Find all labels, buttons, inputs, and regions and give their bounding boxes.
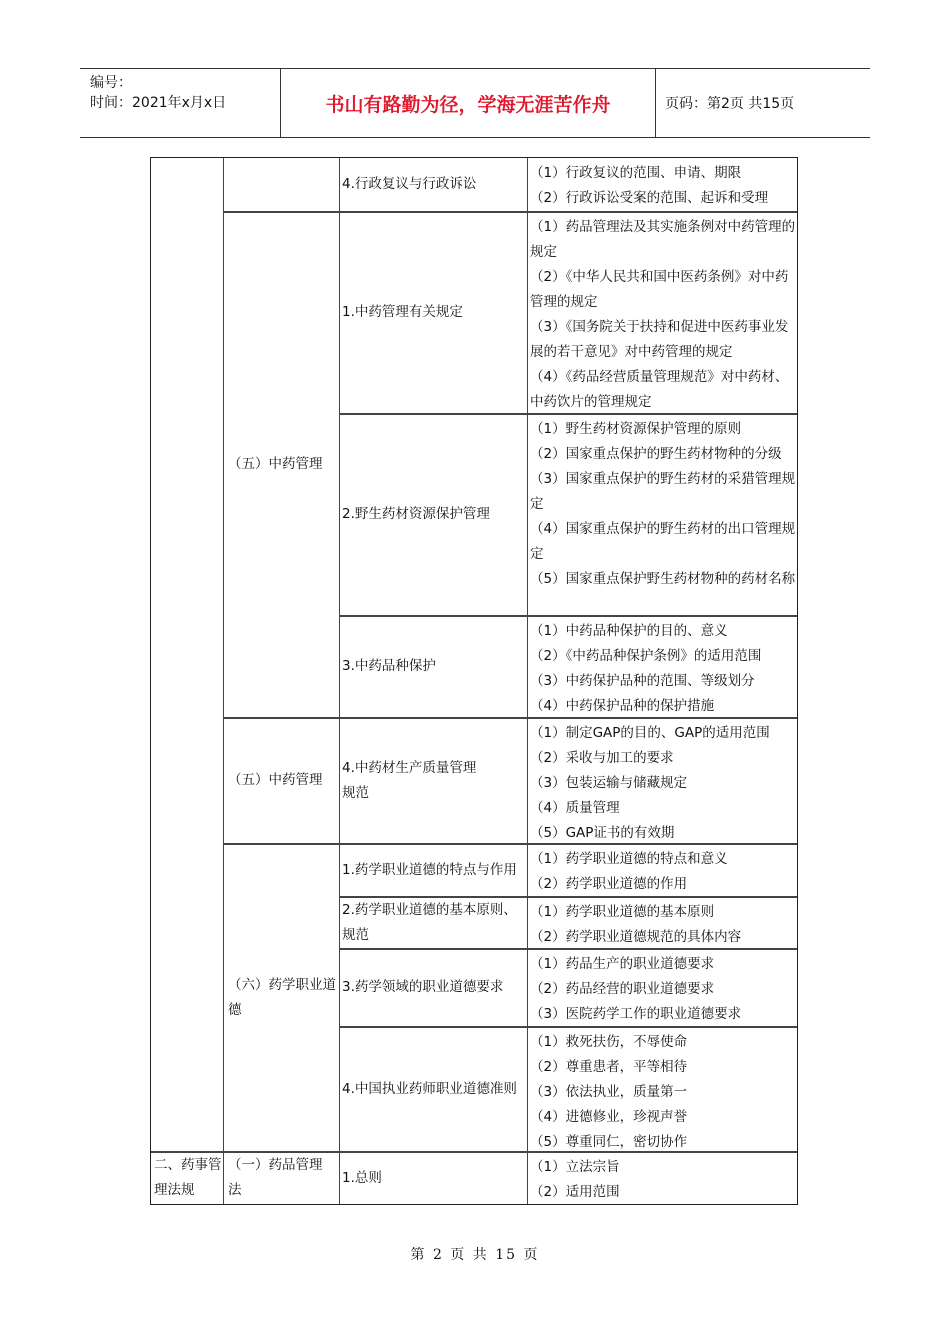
point-item: （2）采收与加工的要求 (530, 750, 674, 766)
table-row (340, 414, 490, 615)
point-item: （3）国家重点保护的野生药材的采猎管理规定 (530, 471, 796, 512)
point-item: （2）药学职业道德规范的具体内容 (530, 929, 742, 945)
point-item: （2）适用范围 (530, 1184, 620, 1200)
point-item: （1）药学职业道德的特点和意义 (530, 851, 728, 867)
document-number-label: 编号： (90, 75, 132, 91)
point-list (528, 158, 797, 211)
subsection-cell (224, 718, 339, 843)
item-label: 1.药学职业道德的特点与作用 (342, 861, 517, 878)
point-item: （1）立法宗旨 (530, 1159, 620, 1175)
point-item: （1）制定GAP的目的、GAP的适用范围 (530, 725, 770, 741)
point-item: （1）药品生产的职业道德要求 (530, 956, 715, 972)
point-item: （4）中药保护品种的保护措施 (530, 698, 715, 714)
point-item: （4）《药品经营质量管理规范》对中药材、中药饮片的管理规定 (530, 369, 789, 410)
point-item: （4）进德修业，珍视声誉 (530, 1109, 688, 1125)
subsection-cell (224, 212, 339, 717)
point-item: （5）GAP证书的有效期 (530, 825, 675, 841)
item-label: 4.中国执业药师职业道德准则 (342, 1080, 517, 1097)
point-item: （1）救死扶伤，不辱使命 (530, 1034, 688, 1050)
point-item: （1）药品管理法及其实施条例对中药管理的规定 (530, 219, 796, 260)
point-item: （1）行政复议的范围、申请、期限 (530, 165, 742, 181)
point-item: （2）药品经营的职业道德要求 (530, 981, 715, 997)
subsection-label: （六）药学职业道德 (228, 976, 336, 1018)
point-item: （2）尊重患者，平等相待 (530, 1059, 688, 1075)
point-item: （3）依法执业，质量第一 (530, 1084, 688, 1100)
point-item: （3）医院药学工作的职业道德要求 (530, 1006, 742, 1022)
table-row (340, 212, 527, 413)
point-item: （1）野生药材资源保护管理的原则 (530, 421, 742, 437)
item-label: 3.药学领域的职业道德要求 (342, 979, 504, 995)
point-list (528, 1152, 797, 1204)
outline-table (150, 157, 798, 1205)
subsection-cell (224, 844, 336, 1151)
subsection-label: （一）药品管理法 (228, 1157, 323, 1198)
header-page-number: 页码：第2页 共15页 (665, 96, 795, 112)
item-label: 2.药学职业道德的基本原则、规范 (342, 901, 517, 943)
item-label: 1.中药管理有关规定 (342, 304, 463, 320)
section-cell (152, 1152, 222, 1204)
point-item: （5）国家重点保护野生药材物种的药材名称 (530, 571, 796, 587)
point-list (528, 949, 797, 1026)
header-meta (80, 69, 281, 137)
point-item: （3）中药保护品种的范围、等级划分 (530, 673, 755, 689)
table-row (340, 718, 480, 843)
document-time-label: 时间：2021年x月x日 (90, 95, 227, 111)
page-header (80, 68, 870, 138)
point-item: （5）尊重同仁，密切协作 (530, 1134, 688, 1150)
point-list (528, 212, 797, 413)
table-row (340, 897, 527, 948)
point-item: （2）药学职业道德的作用 (530, 876, 688, 892)
item-label: 1.总则 (342, 1169, 382, 1186)
point-item: （4）质量管理 (530, 800, 620, 816)
table-row (340, 949, 527, 1026)
subsection-cell (224, 1152, 334, 1204)
point-item: （3）包装运输与储藏规定 (530, 775, 688, 791)
point-item: （2）国家重点保护的野生药材物种的分级 (530, 446, 782, 462)
point-item: （1）药学职业道德的基本原则 (530, 904, 715, 920)
point-item: （1）中药品种保护的目的、意义 (530, 623, 728, 639)
point-item: （3）《国务院关于扶持和促进中医药事业发展的若干意见》对中药管理的规定 (530, 319, 789, 360)
item-label: 4.行政复议与行政诉讼 (342, 176, 477, 192)
table-row (340, 1152, 527, 1204)
point-item: （2）行政诉讼受案的范围、起诉和受理 (530, 190, 769, 206)
point-list (528, 414, 797, 615)
header-motto: 书山有路勤为径，学海无涯苦作舟 (281, 69, 656, 137)
subsection-label: （五）中药管理 (228, 772, 323, 788)
item-label: 3.中药品种保护 (342, 658, 436, 674)
item-label: 4.中药材生产质量管理规范 (342, 759, 477, 801)
table-row (340, 1027, 527, 1151)
table-row (340, 616, 527, 717)
section-label: 二、药事管理法规 (154, 1157, 222, 1198)
page-footer: 第 2 页 共 15 页 (410, 1247, 540, 1263)
point-list (528, 616, 797, 717)
point-list (528, 718, 797, 843)
item-label: 2.野生药材资源保护管理 (342, 506, 490, 522)
point-item: （4）国家重点保护的野生药材的出口管理规定 (530, 521, 796, 562)
table-row (340, 844, 527, 896)
subsection-label: （五）中药管理 (228, 456, 323, 472)
point-list (528, 1027, 797, 1151)
point-list (528, 844, 797, 896)
point-list (528, 897, 797, 948)
point-item: （2）《中药品种保护条例》的适用范围 (530, 648, 762, 664)
table-row (340, 158, 527, 211)
point-item: （2）《中华人民共和国中医药条例》对中药管理的规定 (530, 269, 789, 310)
